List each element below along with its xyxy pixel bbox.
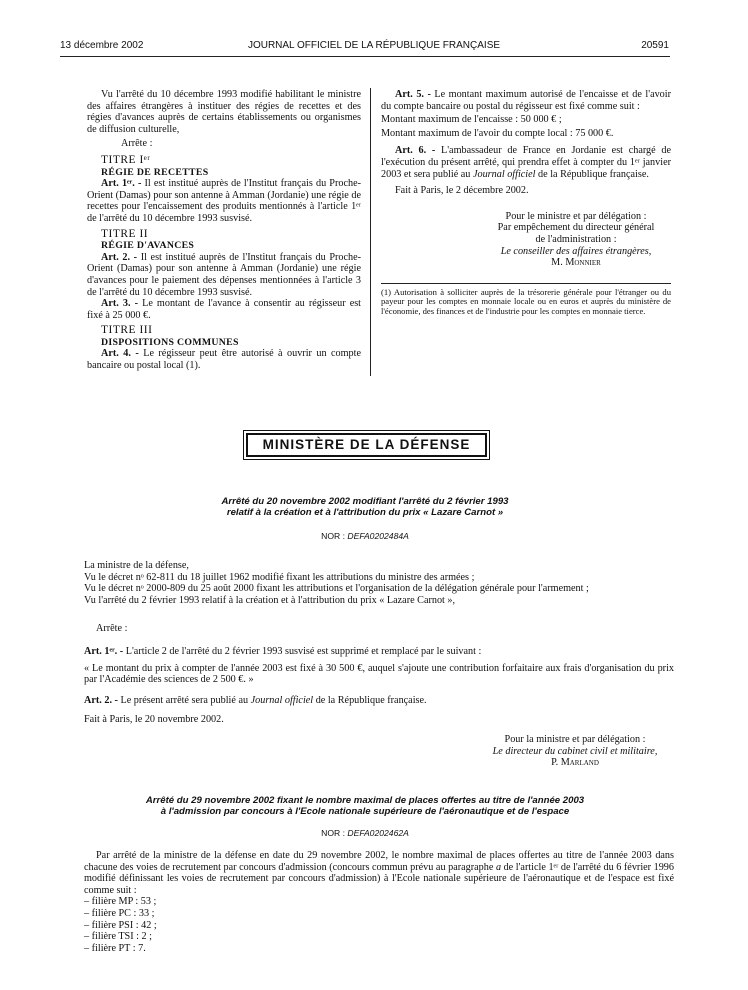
list-item: – filière MP : 53 ;	[84, 896, 157, 908]
list-item: – filière TSI : 2 ;	[84, 931, 152, 943]
fait-paris: Fait à Paris, le 2 décembre 2002.	[395, 185, 529, 197]
header-rule	[60, 56, 670, 57]
decree-1-nor: NOR : DEFA0202484A	[321, 531, 409, 541]
signature-name: P. Marland	[551, 757, 599, 769]
signature-line: Pour le ministre et par délégation :	[505, 210, 647, 222]
signature-title: Le directeur du cabinet civil et militaire,	[492, 745, 658, 757]
article-5: Art. 5. - Le montant maximum autorisé de l'encaisse et de l'avoir du compte bancaire ou postal du régisseur est fixé comme suit :	[381, 89, 672, 112]
decree-1-minister: La ministre de la défense,	[84, 560, 189, 571]
signature-name: M. Monnier	[551, 257, 601, 269]
decree-1-title-line: Arrêté du 20 novembre 2002 modifiant l'arrêté du 2 février 1993	[221, 496, 509, 507]
column-separator	[370, 88, 371, 376]
article-6: Art. 6. - L'ambassadeur de France en Jordanie est chargé de l'exécution du présent arrêté, qui prendra effet à compter du 1ᵉʳ janvier 2003 et sera publié au Journal officiel de la République française.	[381, 145, 672, 180]
footnote-rule	[381, 283, 671, 284]
decree-1-vu: Vu le décret nᵒ 62-811 du 18 juillet 1962 modifié fixant les attributions du ministre des armées ;	[84, 571, 475, 583]
decree-1-vu: Vu l'arrêté du 2 février 1993 relatif à la création et à l'attribution du prix « Lazare Carnot »,	[84, 594, 456, 606]
decree-2-paragraph: Par arrêté de la ministre de la défense en date du 29 novembre 2002, le nombre maximal de places offertes au titre de l'année 2003 dans chacune des voies de recrutement par concours d'admission (concours commun prévu au paragraphe a de l'article 1ᵉʳ de l'arrêté du 6 février 1996 modifié définissant les voies de recrutement par concours d'admission) à l'Ecole nationale supérieure de l'aéronautique et de l'espace est fixé comme suit :	[84, 850, 674, 896]
max-encaisse: Montant maximum de l'encaisse : 50 000 € ;	[381, 114, 562, 126]
journal-title: JOURNAL OFFICIEL DE LA RÉPUBLIQUE FRANÇAISE	[247, 40, 501, 51]
signature-title: Le conseiller des affaires étrangères,	[500, 245, 652, 257]
ministry-heading-box	[243, 430, 490, 460]
titre-1: TITRE Iᵉʳ	[101, 153, 151, 166]
left-column	[87, 89, 361, 372]
decree-2-body	[84, 850, 674, 954]
titre-2-subtitle: RÉGIE D'AVANCES	[101, 240, 195, 252]
footnote: (1) Autorisation à solliciter auprès de la trésorerie générale pour l'étranger ou du payeur pour les comptes en monnaie locale ou en euros et auprès du ministère de l'économie, des finances et de l'industrie pour les comptes en monnaie tierce.	[381, 286, 671, 316]
decree-1-title-line: relatif à la création et à l'attribution du prix « Lazare Carnot »	[226, 507, 504, 518]
article-2: Art. 2. - Il est institué auprès de l'Institut français du Proche-Orient (Damas) pour son antenne à Amman (Jordanie) une régie d'avances pour le paiement des dépenses mentionnées à l'article 3 de l'arrêté du 10 décembre 1993 susvisé.	[87, 251, 362, 298]
list-item: – filière PSI : 42 ;	[84, 919, 157, 931]
decree-1-quote: « Le montant du prix à compter de l'année 2003 est fixé à 30 500 €, auquel s'ajoute une contribution forfaitaire aux frais d'organisation du prix par l'Académie des sciences de 2 500 €. »	[84, 662, 674, 686]
signature-block	[481, 211, 671, 269]
decree-2-title-line: Arrêté du 29 novembre 2002 fixant le nombre maximal de places offertes au titre de l'année 2003	[145, 795, 585, 806]
signature-line: Pour la ministre et par délégation :	[504, 734, 646, 745]
decree-2-title-line: à l'admission par concours à l'Ecole nationale supérieure de l'aéronautique et de l'espace	[160, 806, 570, 817]
decree-1-title	[60, 496, 670, 518]
header-date: 13 décembre 2002	[60, 40, 144, 51]
titre-1-subtitle: RÉGIE DE RECETTES	[101, 166, 209, 178]
decree-1-fait: Fait à Paris, le 20 novembre 2002.	[84, 714, 224, 726]
titre-2: TITRE II	[101, 227, 149, 240]
decree-1-signature	[470, 734, 680, 769]
decree-1-article-1: Art. 1ᵉʳ. - L'article 2 de l'arrêté du 2 février 1993 susvisé est supprimé et remplacé par le suivant :	[84, 645, 482, 657]
vu-paragraph: Vu l'arrêté du 10 décembre 1993 modifié habilitant le ministre des affaires étrangères à instituer des régies de recettes et des régies d'avances auprès de certains établissements ou organismes de diffusion culturelle,	[87, 89, 361, 135]
decree-2-nor: NOR : DEFA0202462A	[321, 828, 409, 838]
article-3: Art. 3. - Le montant de l'avance à consentir au régisseur est fixé à 25 000 €.	[87, 298, 362, 321]
article-4: Art. 4. - Le régisseur peut être autorisé à ouvrir un compte bancaire ou postal local (1).	[87, 348, 361, 372]
signature-line: de l'administration :	[535, 233, 617, 245]
arrete-label: Arrête :	[121, 138, 153, 150]
decree-2-title	[60, 795, 670, 817]
titre-3: TITRE III	[101, 324, 153, 337]
decree-1-body	[84, 560, 674, 726]
ministry-heading: MINISTÈRE DE LA DÉFENSE	[246, 433, 487, 457]
decree-1-article-2: Art. 2. - Le présent arrêté sera publié au Journal officiel de la République française.	[84, 694, 427, 706]
list-item: – filière PC : 33 ;	[84, 907, 155, 919]
signature-line: Par empêchement du directeur général	[497, 222, 655, 234]
article-1: Art. 1ᵉʳ. - Il est institué auprès de l'Institut français du Proche-Orient (Damas) pour son antenne à Amman (Jordanie) une régie de recettes pour l'encaissement des produits mentionnés à l'article 1ᵉʳ de l'arrêté du 10 décembre 1993 susvisé.	[87, 178, 361, 224]
titre-3-subtitle: DISPOSITIONS COMMUNES	[101, 336, 239, 348]
decree-1-vu: Vu le décret nᵒ 2000-809 du 25 août 2000 fixant les attributions et l'organisation de la délégation générale pour l'armement ;	[84, 583, 589, 595]
filiere-list	[84, 896, 674, 954]
decree-1-arrete: Arrête :	[96, 623, 128, 635]
page-number: 20591	[641, 40, 669, 51]
right-column	[381, 89, 671, 317]
max-avoir: Montant maximum de l'avoir du compte local : 75 000 €.	[381, 127, 614, 139]
list-item: – filière PT : 7.	[84, 942, 146, 954]
